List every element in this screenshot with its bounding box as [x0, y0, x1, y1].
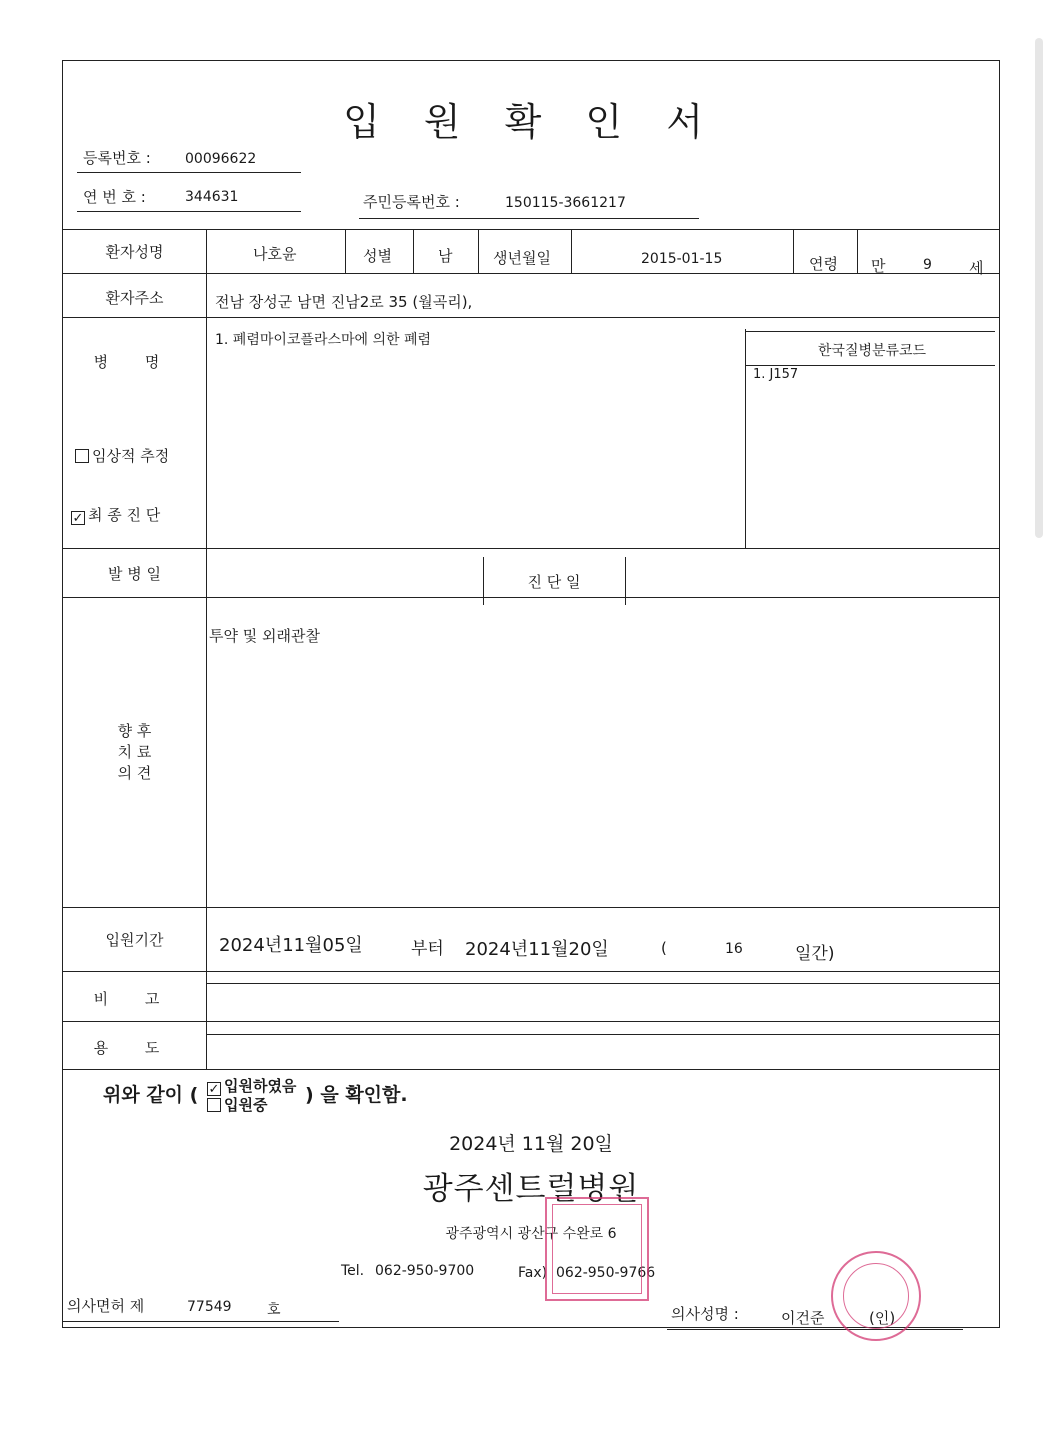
- rrn-value: 150115-3661217: [505, 195, 626, 211]
- fax-label: Fax): [518, 1265, 548, 1281]
- sex-value: 남: [438, 247, 453, 265]
- clinical-estimate-checkbox[interactable]: [75, 449, 89, 463]
- label-column-divider: [206, 229, 207, 1069]
- admission-period-label: 입원기간: [105, 931, 164, 949]
- clinical-estimate: [75, 445, 169, 466]
- clinical-estimate-label: 임상적 추정: [92, 447, 170, 465]
- row-line: [63, 907, 999, 908]
- doctor-underline: [667, 1329, 963, 1330]
- tel-value: 062-950-9700: [375, 1263, 475, 1279]
- cell-divider: [857, 229, 858, 273]
- doctor-seal-inner-ring: [843, 1263, 909, 1329]
- kcd-top-line: [745, 331, 995, 332]
- doctor-name-label: 의사성명 :: [671, 1305, 739, 1323]
- tel-label: Tel.: [341, 1263, 365, 1279]
- serial-label: 연 번 호 :: [83, 188, 146, 206]
- patient-address: 전남 장성군 남면 진남2로 35 (월곡리),: [215, 293, 473, 311]
- treatment-label-line: 의 견: [117, 764, 152, 782]
- serial-value: 344631: [185, 189, 239, 205]
- admission-start: 2024년11월05일: [219, 935, 363, 956]
- admission-certificate-form: [62, 60, 1000, 1328]
- row-line: [63, 971, 999, 972]
- diagnosis-date-label: 진 단 일: [527, 573, 581, 591]
- confirm-prefix: 위와 같이 (: [103, 1084, 199, 1106]
- in-hospital-label: 입원중: [223, 1096, 268, 1114]
- hospital-name: 광주센트럴병원: [422, 1171, 640, 1207]
- row-line: [63, 597, 999, 598]
- doctor-seal-mark: (인): [869, 1309, 896, 1327]
- rrn-underline: [359, 218, 699, 219]
- kcd-divider: [745, 329, 746, 548]
- admission-end: 2024년11월20일: [465, 939, 609, 960]
- admission-days: 16: [725, 941, 743, 957]
- diagnosis-text: 1. 폐렴마이코플라스마에 의한 폐렴: [215, 332, 432, 348]
- age-prefix: 만: [871, 257, 886, 275]
- scrollbar[interactable]: [1035, 38, 1043, 538]
- address-label: 환자주소: [105, 289, 164, 307]
- row-line: [63, 548, 999, 549]
- final-diagnosis: [71, 504, 160, 525]
- reg-no-value: 00096622: [185, 151, 257, 167]
- kcd-label: 한국질병분류코드: [817, 343, 927, 359]
- cell-divider: [478, 229, 479, 273]
- rrn-label: 주민등록번호 :: [363, 193, 460, 211]
- admitted-label: 입원하였음: [223, 1077, 297, 1095]
- purpose-label: 용 도: [93, 1039, 176, 1057]
- remarks-inner-line: [206, 1034, 999, 1035]
- admitted-checkbox[interactable]: ✓: [208, 1082, 220, 1097]
- confirm-options: [207, 1077, 296, 1114]
- doctor-seal-stamp: [831, 1251, 921, 1341]
- reg-no-underline: [77, 172, 301, 173]
- hospital-address: 광주광역시 광산구 수완로 6: [445, 1226, 617, 1242]
- row-line: [63, 317, 999, 318]
- admission-inner-line: [206, 983, 999, 984]
- row-line: [63, 1069, 999, 1070]
- diagnosis-label: 병 명: [93, 353, 176, 371]
- birth-label: 생년월일: [493, 249, 551, 267]
- cell-divider: [625, 557, 626, 605]
- age-value: 9: [923, 257, 932, 273]
- confirmation-statement: [103, 1077, 408, 1114]
- cell-divider: [345, 229, 346, 273]
- document-title: 입 원 확 인 서: [343, 100, 719, 144]
- confirm-suffix: ) 을 확인함.: [305, 1084, 408, 1106]
- cell-divider: [793, 229, 794, 273]
- license-label: 의사면허 제: [67, 1297, 145, 1315]
- patient-name-label: 환자성명: [105, 243, 164, 261]
- final-diagnosis-checkbox[interactable]: ✓: [72, 511, 84, 526]
- license-number: 77549: [187, 1299, 232, 1315]
- row-line: [63, 229, 999, 230]
- age-suffix: 세: [969, 259, 984, 277]
- treatment-label-line: 치 료: [117, 743, 152, 761]
- doctor-name: 이건준: [781, 1309, 825, 1327]
- age-label: 연령: [809, 255, 838, 273]
- row-line: [63, 1021, 999, 1022]
- hospital-seal-stamp: [545, 1197, 649, 1301]
- kcd-header-line: [745, 365, 995, 366]
- admission-from: 부터: [411, 939, 444, 959]
- patient-name: 나호윤: [253, 245, 297, 263]
- option-admitted: [207, 1077, 296, 1096]
- serial-underline: [77, 211, 301, 212]
- reg-no-label: 등록번호 :: [83, 149, 151, 167]
- birth-value: 2015-01-15: [641, 251, 723, 267]
- fax-value: 062-950-9766: [556, 1265, 656, 1281]
- remarks-label: 비 고: [93, 990, 176, 1008]
- open-paren: (: [661, 939, 667, 957]
- license-suffix: 호: [267, 1302, 281, 1318]
- row-line: [63, 273, 999, 274]
- treatment-text: 투약 및 외래관찰: [209, 627, 320, 645]
- license-underline: [63, 1321, 339, 1322]
- onset-label: 발 병 일: [107, 565, 161, 583]
- hospital-seal-inner-frame: [552, 1204, 642, 1294]
- admission-days-suffix: 일간): [795, 944, 835, 964]
- treatment-label: [63, 721, 206, 784]
- cell-divider: [571, 229, 572, 273]
- issue-date: 2024년 11월 20일: [449, 1133, 613, 1155]
- in-hospital-checkbox[interactable]: [207, 1098, 221, 1112]
- sex-label: 성별: [363, 247, 392, 265]
- kcd-value: 1. J157: [753, 367, 799, 382]
- cell-divider: [413, 229, 414, 273]
- option-in-hospital: [207, 1096, 296, 1114]
- treatment-label-line: 향 후: [117, 722, 152, 740]
- final-diagnosis-label: 최 종 진 단: [88, 506, 161, 524]
